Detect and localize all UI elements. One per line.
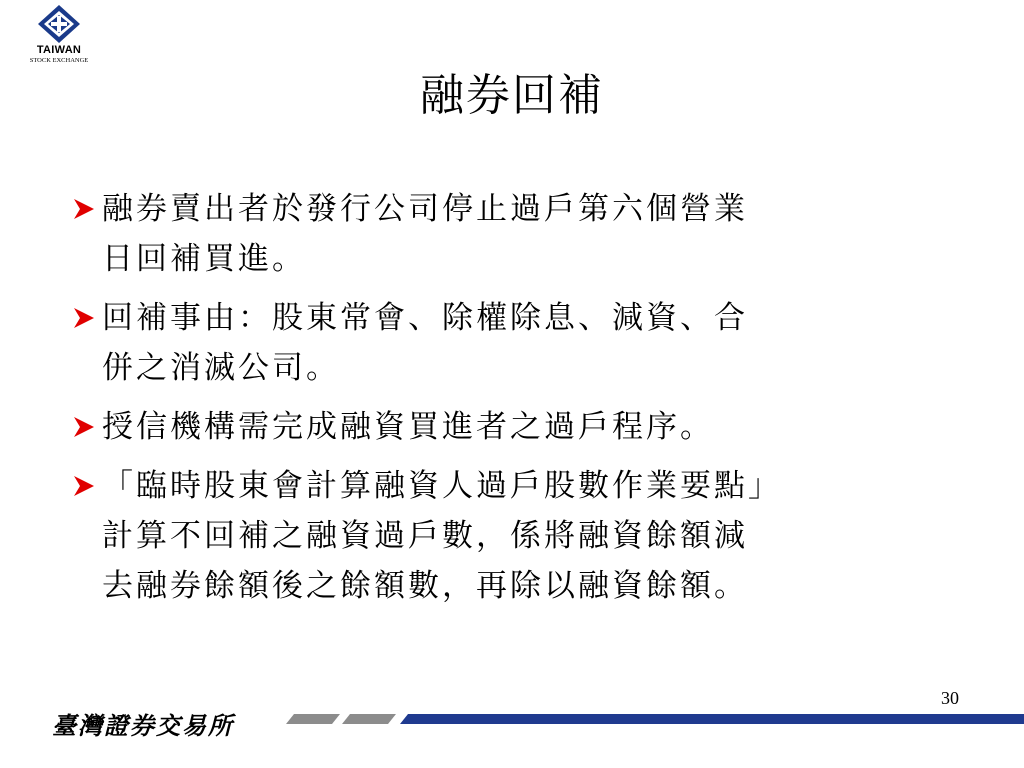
page-number: 30: [941, 688, 959, 708]
bullet-text-line: 去融券餘額後之餘額數，再除以融資餘額。: [102, 568, 748, 604]
logo-emblem-icon: [37, 4, 81, 44]
bullet-item: [72, 184, 972, 284]
bullet-item: [72, 402, 972, 452]
bullet-item: [72, 461, 972, 611]
arrow-bullet-icon: [72, 415, 96, 439]
logo-subtitle: STOCK EXCHANGE: [29, 57, 89, 64]
arrow-bullet-icon: [72, 306, 96, 330]
bullet-text-line: 計算不回補之融資過戶數，係將融資餘額減: [102, 518, 748, 554]
bullet-text-line: 融券賣出者於發行公司停止過戶第六個營業: [102, 191, 748, 227]
footer-decorative-bar: [284, 712, 1024, 726]
footer-brand-text: 臺灣證券交易所: [52, 711, 234, 740]
bullet-list: [72, 184, 972, 620]
bullet-item: [72, 293, 972, 393]
bullet-text-line: 回補事由：股東常會、除權除息、減資、合: [102, 300, 748, 336]
arrow-bullet-icon: [72, 474, 96, 498]
bullet-text-line: 併之消滅公司。: [102, 350, 340, 386]
arrow-bullet-icon: [72, 197, 96, 221]
bullet-text-line: 授信機構需完成融資買進者之過戶程序。: [102, 409, 714, 445]
bullet-text-line: 日回補買進。: [102, 241, 306, 277]
slide-title: 融券回補: [420, 70, 604, 121]
logo-name: TAIWAN: [36, 44, 82, 56]
taiwan-stock-exchange-logo: [22, 4, 96, 66]
bullet-text-line: 「臨時股東會計算融資人過戶股數作業要點」: [102, 468, 782, 504]
